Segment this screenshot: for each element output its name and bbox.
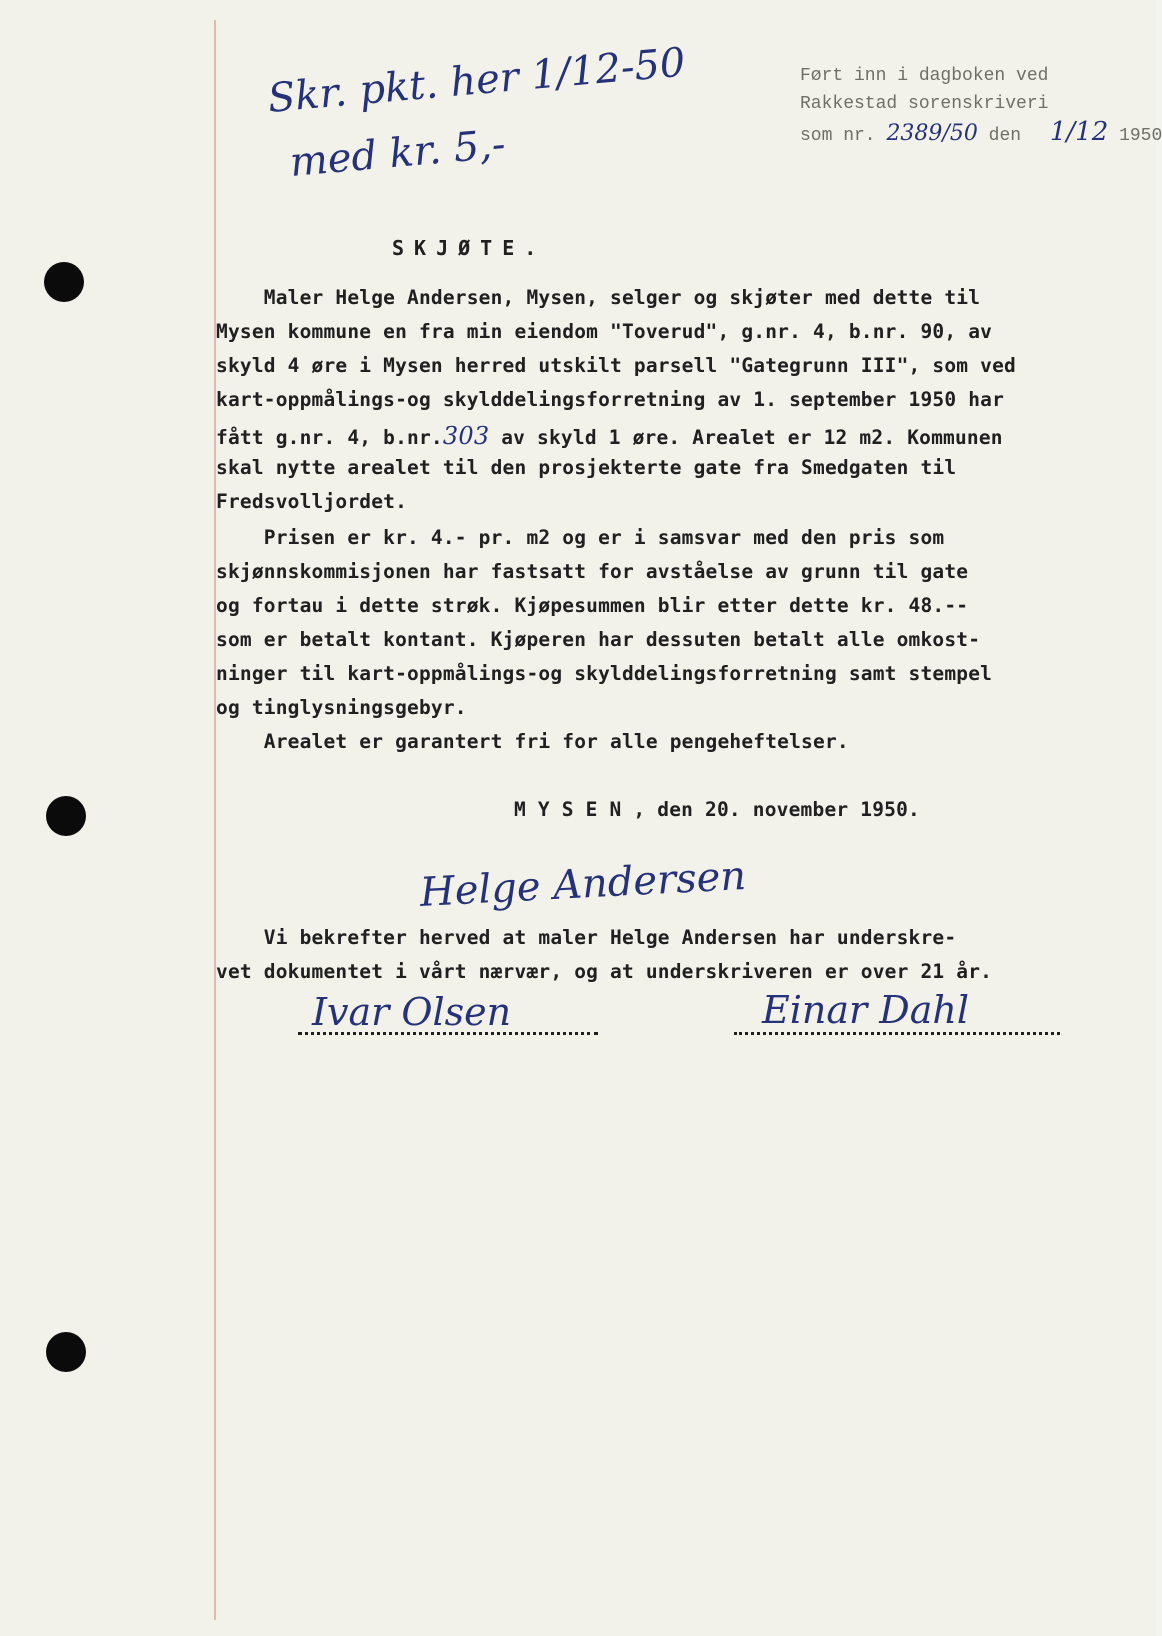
body-line-5 xyxy=(216,422,1003,450)
stamp-line3 xyxy=(800,118,1162,150)
witness-line-2: vet dokumentet i vårt nærvær, og at underskriveren er over 21 år. xyxy=(216,960,993,983)
body-line-11: som er betalt kontant. Kjøperen har dessuten betalt alle omkost- xyxy=(216,628,981,651)
punch-hole-top xyxy=(44,262,84,302)
punch-hole-middle xyxy=(46,796,86,836)
seller-signature: Helge Andersen xyxy=(418,852,748,916)
body-line-14: Arealet er garantert fri for alle pengeheftelser. xyxy=(216,730,849,753)
stamp-line2: Rakkestad sorenskriveri xyxy=(800,94,1049,114)
body-line-8: Prisen er kr. 4.- pr. m2 og er i samsvar med den pris som xyxy=(216,526,945,549)
body-line-5-end: av skyld 1 øre. Arealet er 12 m2. Kommunen xyxy=(489,426,1003,449)
witness2-signature-line xyxy=(734,1032,1060,1035)
punch-hole-bottom xyxy=(46,1332,86,1372)
body-line-2: Mysen kommune en fra min eiendom "Toverud", g.nr. 4, b.nr. 90, av xyxy=(216,320,993,343)
stamp-entry-date: 1/12 xyxy=(1049,117,1109,147)
body-line-12: ninger til kart-oppmålings-og skylddelingsforretning samt stempel xyxy=(216,662,993,685)
place-date: M Y S E N , den 20. november 1950. xyxy=(514,798,920,821)
stamp-year: 1950 xyxy=(1119,126,1162,146)
witness-line-1: Vi bekrefter herved at maler Helge Andersen har underskre- xyxy=(216,926,957,949)
registration-stamp xyxy=(800,62,1162,150)
witness1-signature-line xyxy=(298,1032,598,1035)
stamp-number-prefix: som nr. xyxy=(800,126,876,146)
handwritten-bnr: 303 xyxy=(442,422,490,450)
handwritten-note-line1: Skr. pkt. her 1/12-50 xyxy=(265,39,688,122)
body-line-7: Fredsvolljordet. xyxy=(216,490,408,513)
body-line-6: skal nytte arealet til den prosjekterte gate fra Smedgaten til xyxy=(216,456,957,479)
stamp-date-label: den xyxy=(988,126,1022,146)
body-line-5-start: fått g.nr. 4, b.nr. xyxy=(216,426,443,449)
body-line-3: skyld 4 øre i Mysen herred utskilt parsell "Gategrunn III", som ved xyxy=(216,354,1016,377)
witness2-signature: Einar Dahl xyxy=(762,988,970,1032)
document-title: SKJØTE. xyxy=(392,236,547,260)
handwritten-note-line2: med kr. 5,- xyxy=(287,121,508,186)
body-line-1: Maler Helge Andersen, Mysen, selger og skjøter med dette til xyxy=(216,286,981,309)
body-line-10: og fortau i dette strøk. Kjøpesummen blir etter dette kr. 48.-- xyxy=(216,594,969,617)
witness1-signature: Ivar Olsen xyxy=(312,990,512,1034)
body-line-9: skjønnskommisjonen har fastsatt for avståelse av grunn til gate xyxy=(216,560,969,583)
stamp-line1: Ført inn i dagboken ved xyxy=(800,66,1049,86)
margin-line xyxy=(214,20,216,1620)
body-line-13: og tinglysningsgebyr. xyxy=(216,696,467,719)
body-line-4: kart-oppmålings-og skylddelingsforretning av 1. september 1950 har xyxy=(216,388,1005,411)
stamp-entry-number: 2389/50 xyxy=(886,121,978,146)
